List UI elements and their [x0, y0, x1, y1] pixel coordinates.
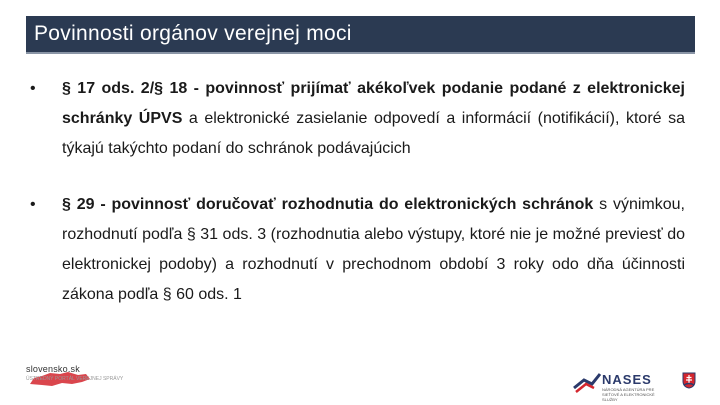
slovak-coat-of-arms-icon — [682, 372, 696, 389]
slovensko-sk-logo — [24, 364, 124, 390]
page-title: Povinnosti orgánov verejnej moci — [34, 22, 352, 45]
bullet-text-1 — [62, 74, 685, 164]
bullet-icon: • — [30, 80, 36, 97]
bullet-2-normal-text: s výnimkou, rozhodnutí podľa § 31 ods. 3 (rozhodnutia alebo výstupy, ktoré nie je možné previesť do elektronickej podoby) a rozhodnutí v prechodnom období 3 roky odo dňa účinnosti zákona podľa § 60 ods. 1 — [62, 196, 685, 303]
slide-content — [30, 74, 685, 336]
title-bar — [26, 16, 695, 54]
bullet-item-1 — [30, 74, 685, 164]
nases-logo — [572, 370, 700, 402]
bullet-icon: • — [30, 196, 36, 213]
bullet-text-2 — [62, 190, 685, 310]
bullet-1-bold-text: § 17 ods. 2/§ 18 - povinnosť prijímať akékoľvek podanie podané z elektronickej schránky ÚPVS — [62, 80, 685, 127]
nases-emblem-icon — [572, 370, 602, 394]
bullet-1-normal-text: a elektronické zasielanie odpovedí a informácií (notifikácií), ktoré sa týkajú takýchto podaní do schránok podávajúcich — [62, 110, 685, 157]
bullet-item-2 — [30, 190, 685, 310]
nases-wordmark: NASES — [602, 372, 652, 387]
bullet-2-bold-text: § 29 - povinnosť doručovať rozhodnutia do elektronických schránok — [62, 196, 594, 213]
slovensko-sk-wordmark: slovensko.sk — [26, 364, 80, 374]
slovensko-sk-tagline: ÚSTREDNÝ PORTÁL VEREJNEJ SPRÁVY — [26, 376, 124, 382]
nases-subtitle: NÁRODNÁ AGENTÚRA PRE SIEŤOVÉ A ELEKTRONICKÉ SLUŽBY — [602, 387, 655, 402]
